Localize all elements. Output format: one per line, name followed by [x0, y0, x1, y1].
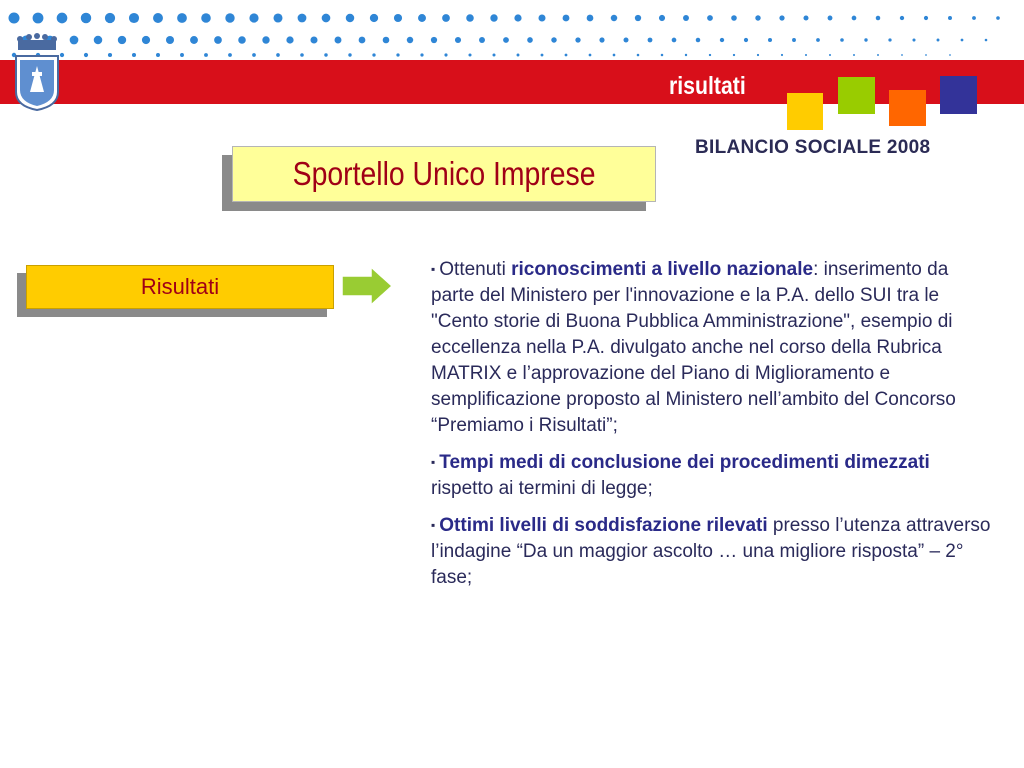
results-text: [431, 256, 991, 601]
page-title: Sportello Unico Imprese: [292, 155, 596, 192]
decorative-dot: [877, 54, 879, 56]
decorative-dot: [204, 53, 208, 57]
decorative-dot: [683, 15, 689, 21]
decorative-dot: [57, 13, 68, 24]
decorative-dot: [648, 38, 653, 43]
decorative-dot: [672, 38, 677, 43]
brand-square-green: [838, 77, 875, 114]
decorative-dot: [166, 36, 174, 44]
decorative-dot: [757, 54, 759, 56]
decorative-dot: [286, 36, 293, 43]
brand-square-yellow: [787, 93, 823, 130]
decorative-dot: [225, 13, 234, 22]
decorative-dot: [707, 15, 713, 21]
decorative-dot: [370, 14, 378, 22]
decorative-dot: [455, 37, 461, 43]
decorative-dot: [300, 53, 304, 57]
decorative-dot: [493, 54, 496, 57]
result-item: ▪ Tempi medi di conclusione dei procedimenti dimezzati rispetto ai termini di legge;: [431, 452, 930, 499]
decorative-dot: [322, 14, 331, 23]
decorative-dot: [599, 37, 604, 42]
decorative-dot: [503, 37, 509, 43]
decorative-dot: [177, 13, 187, 23]
decorative-dot: [310, 36, 317, 43]
decorative-dot: [105, 13, 115, 23]
decorative-dot: [803, 15, 808, 20]
brand-label: BILANCIO SOCIALE 2008: [695, 137, 931, 158]
decorative-dot: [840, 38, 844, 42]
decorative-dot: [359, 37, 366, 44]
decorative-dot: [755, 15, 760, 20]
right-arrow-icon: [341, 266, 393, 306]
decorative-dot-band: [0, 0, 1024, 60]
decorative-dot: [731, 15, 737, 21]
decorative-dot: [9, 13, 20, 24]
decorative-dot: [335, 37, 342, 44]
decorative-dot: [637, 54, 640, 57]
decorative-dot: [468, 53, 471, 56]
decorative-dot: [587, 15, 594, 22]
decorative-dot: [490, 14, 497, 21]
decorative-dot: [479, 37, 485, 43]
title-box: [232, 146, 656, 202]
decorative-dot: [466, 14, 474, 22]
decorative-dot: [864, 38, 867, 41]
decorative-dot: [685, 54, 687, 56]
decorative-dot: [420, 53, 423, 56]
decorative-dot: [298, 14, 307, 23]
decorative-dot: [996, 16, 1000, 20]
results-label: Risultati: [140, 274, 220, 299]
decorative-dot: [937, 39, 940, 42]
result-item: ▪ Ottimi livelli di soddisfazione rilevati presso l’utenza attraverso l’indagine “Da un maggior ascolto … una migliore risposta” – 2° fase;: [431, 515, 991, 588]
decorative-dot: [517, 54, 520, 57]
decorative-dot: [214, 36, 222, 44]
decorative-dot: [538, 14, 545, 21]
bullet-icon: ▪: [431, 262, 436, 276]
decorative-dot: [888, 38, 891, 41]
decorative-dot: [276, 53, 280, 57]
decorative-dot: [431, 37, 437, 43]
decorative-dot: [324, 53, 327, 56]
decorative-dot: [262, 36, 269, 43]
results-label-box: [26, 265, 334, 309]
decorative-dot: [273, 13, 282, 22]
bullet-icon: ▪: [431, 455, 436, 469]
decorative-dot: [407, 37, 413, 43]
decorative-dot: [696, 38, 701, 43]
decorative-dot: [84, 53, 88, 57]
decorative-dot: [81, 13, 91, 23]
decorative-dot: [816, 38, 820, 42]
decorative-dot: [781, 54, 783, 56]
decorative-dot: [852, 16, 857, 21]
decorative-dot: [744, 38, 748, 42]
bullet-icon: ▪: [431, 518, 436, 532]
decorative-dot: [720, 38, 724, 42]
decorative-dot: [733, 54, 735, 56]
decorative-dot: [901, 54, 903, 56]
decorative-dot: [153, 13, 163, 23]
decorative-dot: [565, 54, 568, 57]
decorative-dot: [142, 36, 150, 44]
decorative-dot: [396, 53, 399, 56]
decorative-dot: [779, 15, 784, 20]
decorative-dot: [118, 36, 126, 44]
decorative-dot: [180, 53, 184, 57]
decorative-dot: [527, 37, 533, 43]
decorative-dot: [418, 14, 426, 22]
result-item: ▪ Ottenuti riconoscimenti a livello nazionale: inserimento da parte del Ministero per l'innovazione e la P.A. dello SUI tra le "Cento storie di Buona Pubblica Amministrazione", esempio di eccellenza nella P.A. divulgato anche nel corso della Rubrica MATRIX e l’approvazione del Piano di Miglioramento e semplificazione proposto al Ministero nell’ambito del Concorso “Premiamo i Risultati”;: [431, 259, 956, 436]
decorative-dot: [792, 38, 796, 42]
decorative-dot: [624, 38, 629, 43]
decorative-dot: [709, 54, 711, 56]
decorative-dot: [659, 15, 665, 21]
decorative-dot: [589, 54, 592, 57]
decorative-dot: [252, 53, 256, 57]
decorative-dot: [912, 38, 915, 41]
decorative-dot: [900, 16, 904, 20]
decorative-dot: [829, 54, 831, 56]
decorative-dot: [828, 16, 833, 21]
decorative-dot: [768, 38, 772, 42]
decorative-dot: [925, 54, 927, 56]
decorative-dot: [876, 16, 881, 21]
decorative-dot: [551, 37, 556, 42]
section-title: risultati: [669, 72, 746, 100]
decorative-dot: [442, 14, 450, 22]
decorative-dot: [949, 54, 951, 56]
decorative-dot: [132, 53, 136, 57]
decorative-dot: [635, 15, 641, 21]
coat-of-arms-icon: [10, 32, 64, 112]
decorative-dot: [372, 53, 375, 56]
decorative-dot: [201, 13, 211, 23]
decorative-dot: [924, 16, 928, 20]
decorative-dot: [94, 36, 103, 45]
decorative-dot: [108, 53, 112, 57]
brand-square-blue: [940, 76, 977, 114]
decorative-dot: [805, 54, 807, 56]
decorative-dot: [575, 37, 580, 42]
decorative-dot: [961, 39, 964, 42]
decorative-dot: [563, 15, 570, 22]
decorative-dot: [444, 53, 447, 56]
decorative-dot: [661, 54, 664, 57]
decorative-dot: [346, 14, 354, 22]
decorative-dot: [129, 13, 139, 23]
decorative-dot: [249, 13, 258, 22]
decorative-dot: [348, 53, 351, 56]
decorative-dot: [541, 54, 544, 57]
decorative-dot: [853, 54, 855, 56]
decorative-dot: [70, 36, 79, 45]
decorative-dot: [514, 14, 521, 21]
decorative-dot: [611, 15, 618, 22]
decorative-dot: [228, 53, 232, 57]
decorative-dot: [383, 37, 390, 44]
decorative-dot: [613, 54, 616, 57]
decorative-dot: [190, 36, 198, 44]
decorative-dot: [948, 16, 952, 20]
decorative-dot: [972, 16, 976, 20]
decorative-dot: [156, 53, 160, 57]
decorative-dot: [985, 39, 988, 42]
decorative-dot: [394, 14, 402, 22]
brand-square-orange: [889, 90, 926, 126]
decorative-dot: [33, 13, 44, 24]
decorative-dot: [238, 36, 246, 44]
